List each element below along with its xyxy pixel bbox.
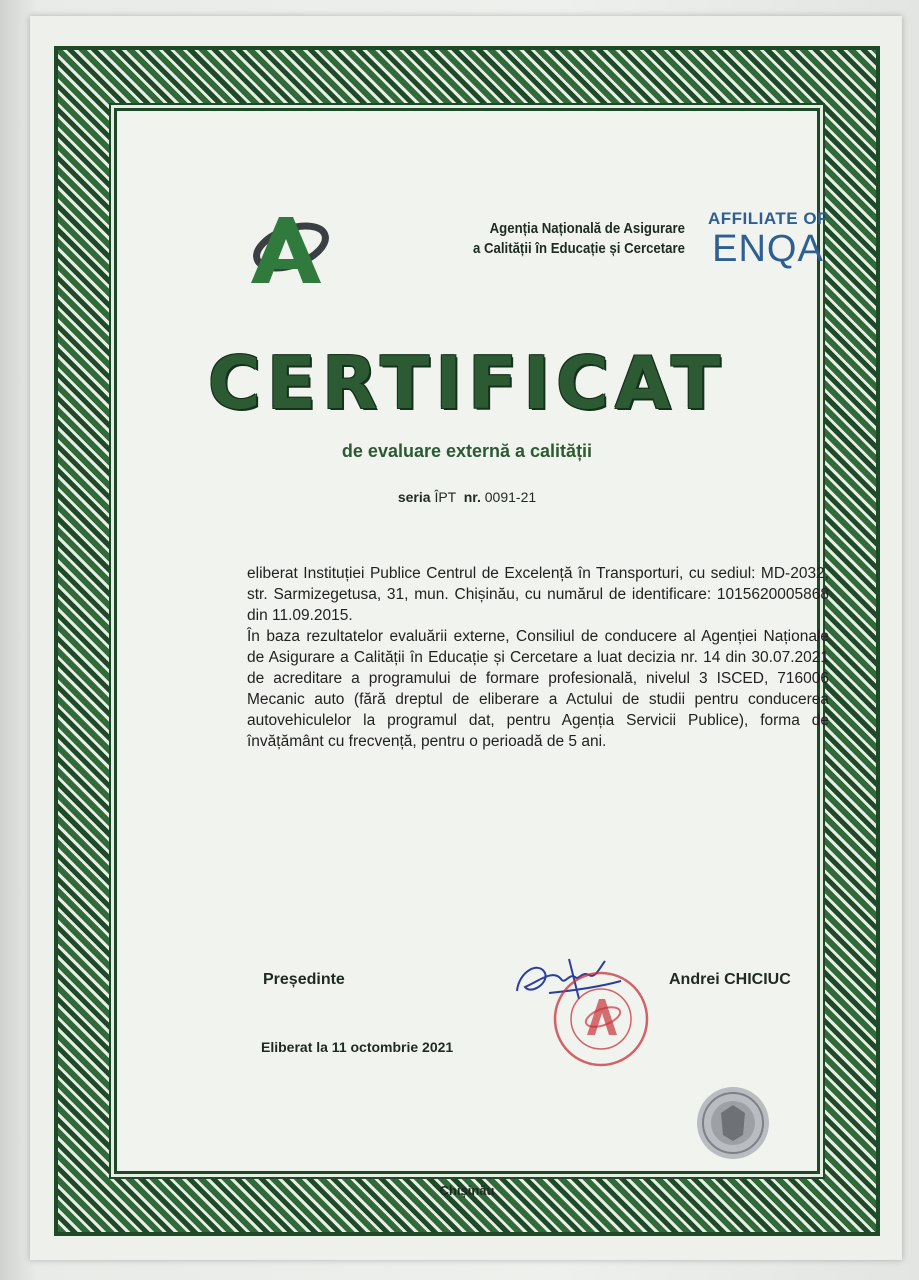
body-paragraph-decision: În baza rezultatelor evaluării externe, Consiliul de conducere al Agenției Naționale de Asigurare a Calității în Educație și Cercetare a luat decizia nr. 14 din 30.07.2021 de acreditare a programului de formare profesională, nivelul 3 ISCED, 716006 Mecanic auto (fără dreptul de eliberare a Actului de studii pentru conducerea autovehiculelor la programul dat, pentru Agenția Servicii Publice), forma de învățământ cu frecvență, pentru o perioadă de 5 ani. xyxy=(247,628,829,750)
enqa-affiliate-logo xyxy=(693,209,843,269)
certificate-subtitle: de evaluare externă a calității xyxy=(341,441,593,461)
number-value: 0091-21 xyxy=(484,489,537,505)
agency-name-line1: Agenția Națională de Asigurare xyxy=(489,220,685,237)
series-value: ÎPT xyxy=(434,489,456,505)
certificate-body xyxy=(247,563,829,752)
affiliate-label: AFFILIATE OF xyxy=(708,209,828,228)
series-label: seria xyxy=(397,489,431,505)
certificate-series xyxy=(117,489,817,505)
embossed-seal xyxy=(693,1083,773,1163)
issue-city: Chișinău xyxy=(439,1183,495,1198)
enqa-label: ENQA xyxy=(712,228,824,270)
signer-name: Andrei CHICIUC xyxy=(669,971,791,988)
issue-date: Eliberat la 11 octombrie 2021 xyxy=(261,1039,454,1055)
anacec-logo xyxy=(243,209,333,289)
round-stamp xyxy=(551,969,651,1069)
agency-name xyxy=(421,219,685,259)
certificate-title: CERTIFICAT xyxy=(207,341,727,425)
president-label: Președinte xyxy=(263,971,345,988)
certificate-inner-panel xyxy=(114,108,829,1198)
ornamental-border xyxy=(54,46,880,1236)
number-label: nr. xyxy=(463,489,481,505)
agency-name-line2: a Calității în Educație și Cercetare xyxy=(472,240,685,257)
body-paragraph-issued-to: eliberat Instituției Publice Centrul de Excelență în Transporturi, cu sediul: MD-2032, str. Sarmizegetusa, 31, mun. Chișinău, cu numărul de identificare: 1015620005868 din 11.09.2015. xyxy=(247,565,829,624)
